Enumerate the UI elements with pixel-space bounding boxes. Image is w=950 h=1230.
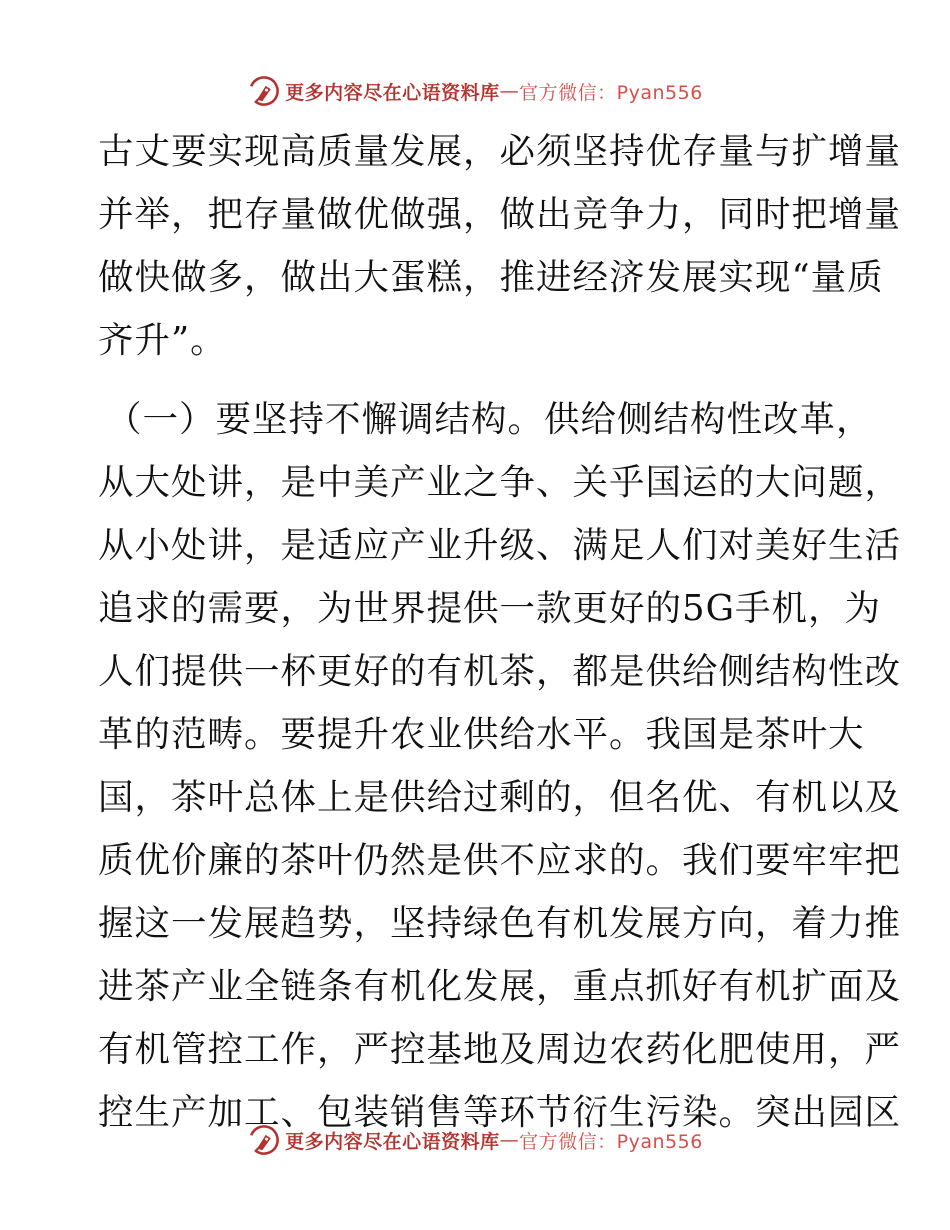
text-line: 齐升”。 bbox=[98, 320, 227, 361]
text-line: 控生产加工、包装销售等环节衍生污染。突出园区 bbox=[98, 1092, 902, 1133]
pen-nib-logo-icon bbox=[247, 74, 281, 108]
text-line: 进茶产业全链条有机化发展，重点抓好有机扩面及 bbox=[98, 966, 902, 1007]
watermark-wechat: 官方微信：Pyan556 bbox=[519, 1130, 703, 1153]
text-line: 从小处讲，是适应产业升级、满足人们对美好生活 bbox=[98, 525, 902, 566]
watermark-title: 更多内容尽在心语资料库 bbox=[285, 81, 500, 104]
text-line: 从大处讲，是中美产业之争、关乎国运的大问题， bbox=[98, 462, 902, 503]
section-heading-line: （一）要坚持不懈调结构。供给侧结构性改革， bbox=[106, 399, 873, 440]
text-line: 人们提供一杯更好的有机茶，都是供给侧结构性改 bbox=[98, 651, 902, 692]
paragraph-1 bbox=[98, 120, 902, 372]
text-line: 做快做多，做出大蛋糕，推进经济发展实现“量质 bbox=[98, 257, 884, 298]
text-line: 并举，把存量做优做强，做出竞争力，同时把增量 bbox=[98, 194, 902, 235]
text-line: 有机管控工作，严控基地及周边农药化肥使用，严 bbox=[98, 1029, 902, 1070]
text-line: 追求的需要，为世界提供一款更好的5G手机，为 bbox=[98, 588, 881, 629]
text-line: 质优价廉的茶叶仍然是供不应求的。我们要牢牢把 bbox=[98, 840, 902, 881]
paragraph-2 bbox=[98, 388, 902, 1144]
pen-nib-logo-icon bbox=[247, 1123, 281, 1157]
text-line: 古丈要实现高质量发展，必须坚持优存量与扩增量 bbox=[98, 131, 902, 172]
watermark-wechat: 官方微信：Pyan556 bbox=[519, 81, 703, 104]
watermark-footer bbox=[0, 1120, 950, 1160]
paragraph-gap bbox=[98, 372, 858, 388]
text-line: 革的范畴。要提升农业供给水平。我国是茶叶大 bbox=[98, 714, 865, 755]
watermark-dash: — bbox=[499, 80, 520, 102]
document-body bbox=[98, 120, 902, 1144]
watermark-dash: — bbox=[499, 1129, 520, 1151]
watermark-title: 更多内容尽在心语资料库 bbox=[285, 1130, 500, 1153]
text-line: 国，茶叶总体上是供给过剩的，但名优、有机以及 bbox=[98, 777, 902, 818]
watermark-header bbox=[0, 71, 950, 111]
text-line: 握这一发展趋势，坚持绿色有机发展方向，着力推 bbox=[98, 903, 902, 944]
